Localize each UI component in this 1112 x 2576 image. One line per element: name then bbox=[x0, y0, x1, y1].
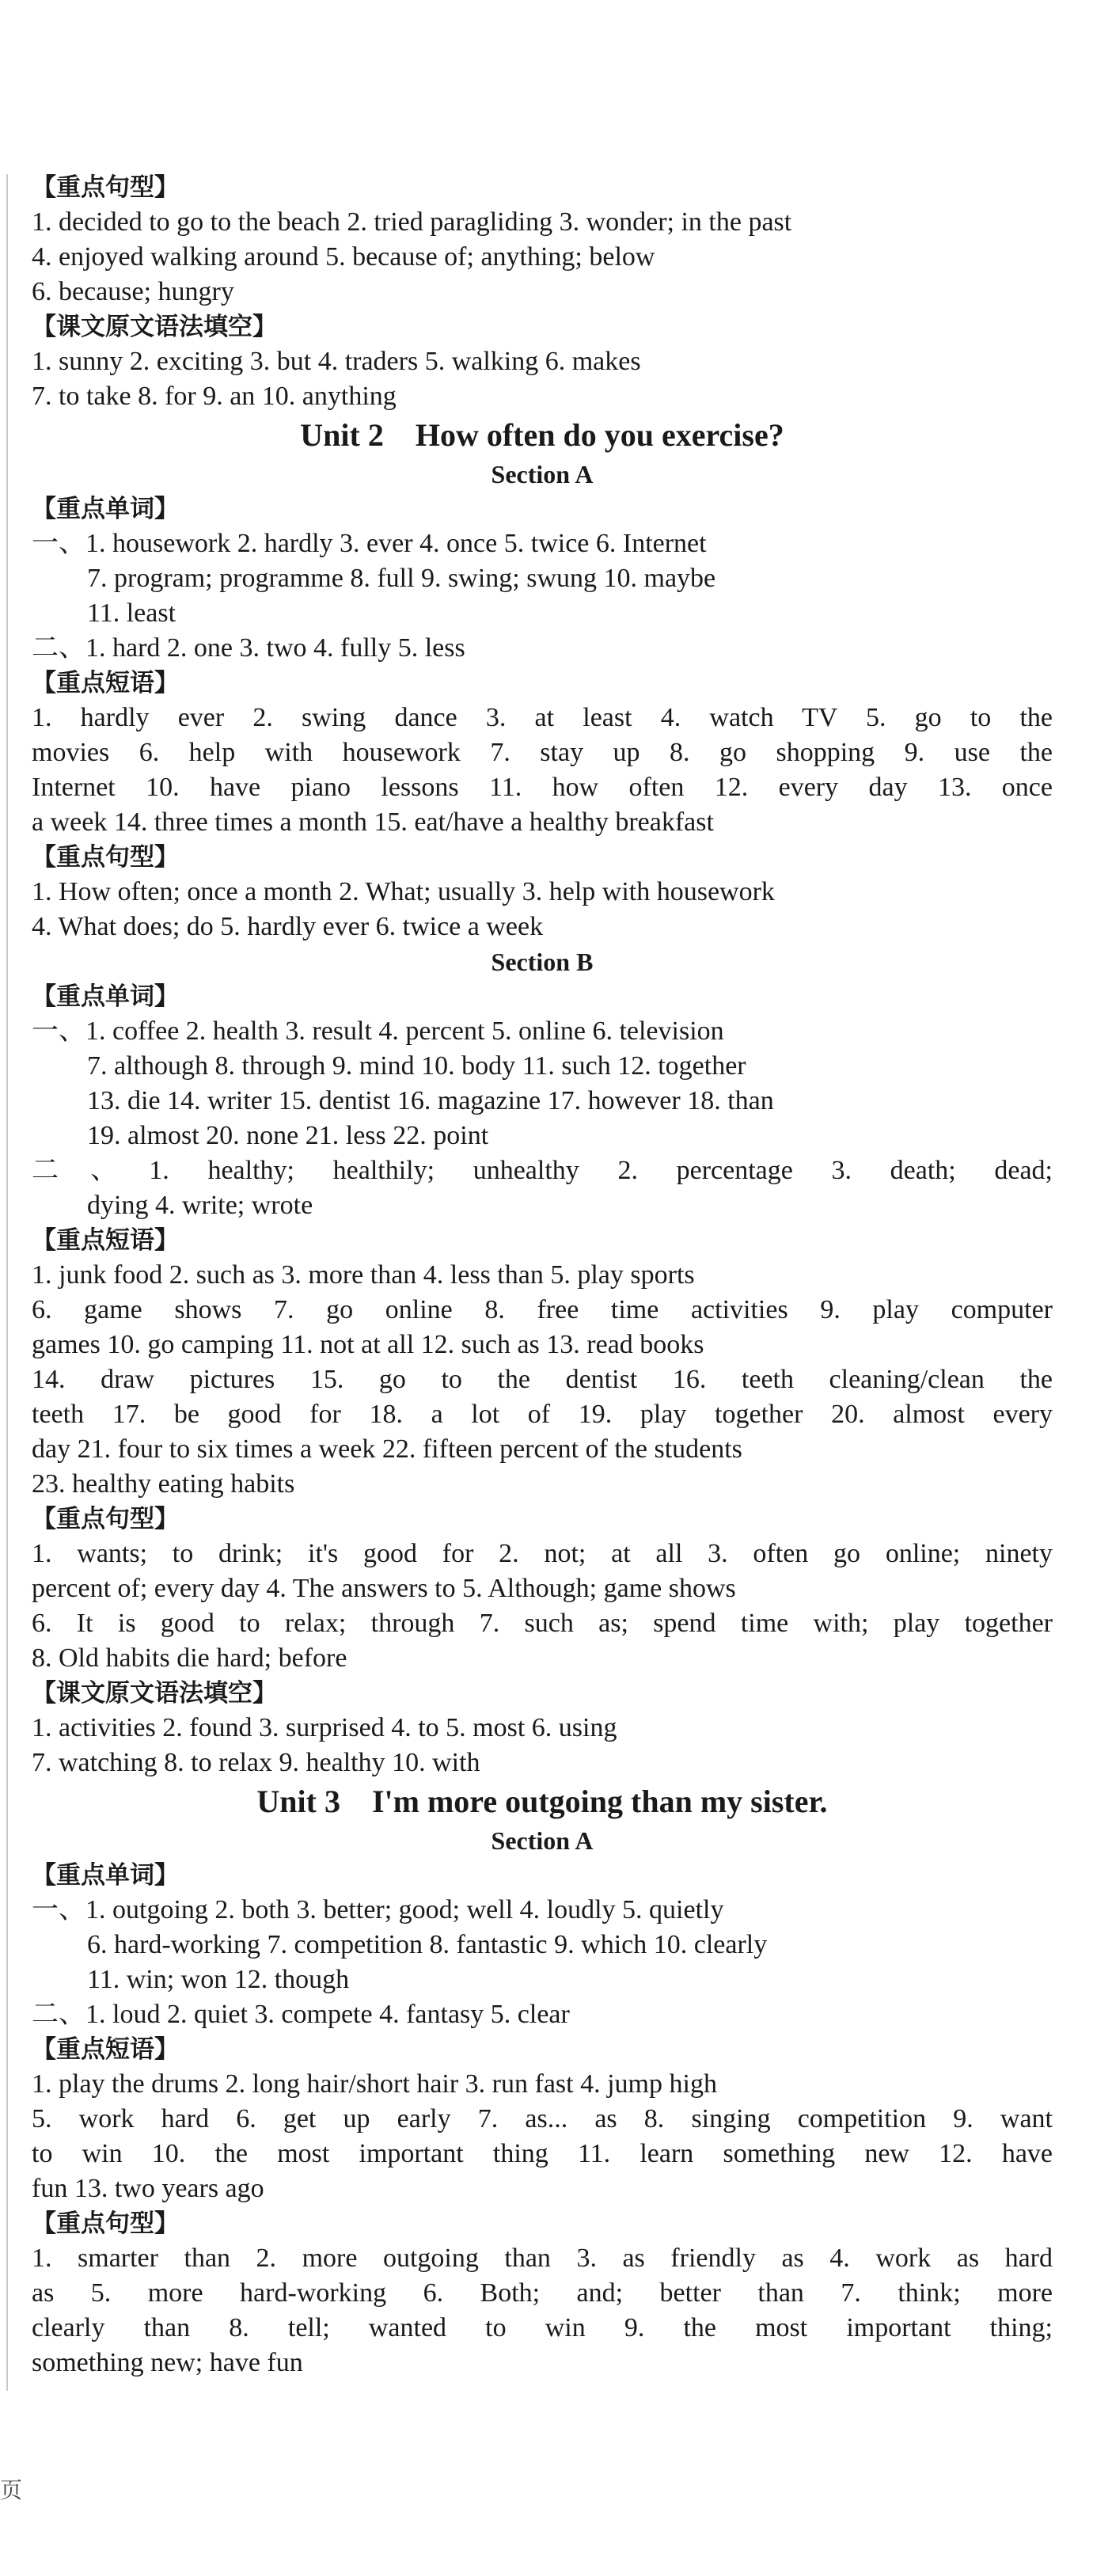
section-heading: 【重点单词】 bbox=[32, 495, 179, 523]
answer-line-indented: 19. almost 20. none 21. less 22. point bbox=[87, 1121, 489, 1150]
answer-line: 1. play the drums 2. long hair/short hair 3. run fast 4. jump high bbox=[32, 2069, 717, 2099]
answer-line: 5. work hard 6. get up early 7. as... as 8. singing competition 9. want bbox=[32, 2104, 1053, 2133]
answer-line: 1. smarter than 2. more outgoing than 3. as friendly as 4. work as hard bbox=[32, 2244, 1053, 2273]
answer-line: something new; have fun bbox=[32, 2348, 303, 2377]
section-heading: 【重点句型】 bbox=[32, 1505, 179, 1533]
answer-line: 4. What does; do 5. hardly ever 6. twice a week bbox=[32, 912, 544, 941]
answer-line: 二、1. healthy; healthily; unhealthy 2. percentage 3. death; dead; bbox=[32, 1156, 1053, 1185]
answer-line: 1. hardly ever 2. swing dance 3. at least 4. watch TV 5. go to the bbox=[32, 703, 1053, 732]
answer-line: percent of; every day 4. The answers to 5. Although; game shows bbox=[32, 1574, 736, 1603]
answer-line: 6. because; hungry bbox=[32, 277, 234, 306]
unit-title: Unit 2 How often do you exercise? bbox=[300, 417, 784, 453]
answer-line: fun 13. two years ago bbox=[32, 2174, 264, 2203]
answer-line: movies 6. help with housework 7. stay up 8. go shopping 9. use the bbox=[32, 738, 1053, 767]
section-heading: 【重点短语】 bbox=[32, 669, 179, 697]
page-footer-mark: 页 bbox=[0, 2477, 23, 2503]
answer-line: 7. watching 8. to relax 9. healthy 10. with bbox=[32, 1748, 480, 1777]
section-heading: 【重点短语】 bbox=[32, 2035, 179, 2064]
answer-line-indented: dying 4. write; wrote bbox=[87, 1191, 313, 1220]
answer-line-indented: 6. hard-working 7. competition 8. fantastic 9. which 10. clearly bbox=[87, 1930, 768, 1959]
answer-line: 二、1. loud 2. quiet 3. compete 4. fantasy 5. clear bbox=[32, 2000, 570, 2029]
answer-line: day 21. four to six times a week 22. fifteen percent of the students bbox=[32, 1434, 742, 1464]
answer-line: 1. wants; to drink; it's good for 2. not; at all 3. often go online; ninety bbox=[32, 1539, 1053, 1568]
answer-line-indented: 7. program; programme 8. full 9. swing; swung 10. maybe bbox=[87, 564, 716, 593]
section-heading: 【课文原文语法填空】 bbox=[32, 313, 277, 341]
section-title: Section B bbox=[491, 948, 594, 976]
answer-line: as 5. more hard-working 6. Both; and; better than 7. think; more bbox=[32, 2278, 1053, 2308]
answer-line: 6. It is good to relax; through 7. such as; spend time with; play together bbox=[32, 1609, 1053, 1638]
section-title: Section A bbox=[491, 1826, 594, 1855]
answer-line: 1. decided to go to the beach 2. tried paragliding 3. wonder; in the past bbox=[32, 207, 792, 237]
answer-key-page bbox=[32, 170, 1053, 2380]
margin-rule bbox=[6, 174, 8, 2391]
answer-line: 1. sunny 2. exciting 3. but 4. traders 5. walking 6. makes bbox=[32, 347, 641, 376]
answer-line: 23. healthy eating habits bbox=[32, 1469, 295, 1499]
answer-line-indented: 13. die 14. writer 15. dentist 16. magazine 17. however 18. than bbox=[87, 1086, 774, 1115]
answer-line: 6. game shows 7. go online 8. free time activities 9. play computer bbox=[32, 1295, 1053, 1324]
section-title: Section A bbox=[491, 460, 594, 488]
answer-line: 7. to take 8. for 9. an 10. anything bbox=[32, 382, 397, 411]
answer-line: teeth 17. be good for 18. a lot of 19. play together 20. almost every bbox=[32, 1400, 1053, 1429]
answer-line: 一、1. outgoing 2. both 3. better; good; well 4. loudly 5. quietly bbox=[32, 1895, 724, 1924]
answer-line: 4. enjoyed walking around 5. because of; anything; below bbox=[32, 242, 655, 272]
answer-line: a week 14. three times a month 15. eat/have a healthy breakfast bbox=[32, 807, 714, 837]
unit-title: Unit 3 I'm more outgoing than my sister. bbox=[256, 1784, 828, 1819]
answer-line: 一、1. housework 2. hardly 3. ever 4. once 5. twice 6. Internet bbox=[32, 529, 707, 558]
answer-line: 一、1. coffee 2. health 3. result 4. percent 5. online 6. television bbox=[32, 1016, 724, 1046]
answer-line: 1. junk food 2. such as 3. more than 4. less than 5. play sports bbox=[32, 1260, 695, 1290]
section-heading: 【重点句型】 bbox=[32, 173, 179, 202]
answer-line-indented: 7. although 8. through 9. mind 10. body 11. such 12. together bbox=[87, 1051, 746, 1081]
answer-line: Internet 10. have piano lessons 11. how often 12. every day 13. once bbox=[32, 773, 1053, 802]
answer-line: clearly than 8. tell; wanted to win 9. the most important thing; bbox=[32, 2313, 1053, 2342]
answer-line: 8. Old habits die hard; before bbox=[32, 1643, 347, 1673]
section-heading: 【重点单词】 bbox=[32, 982, 179, 1011]
section-heading: 【课文原文语法填空】 bbox=[32, 1679, 277, 1708]
section-heading: 【重点句型】 bbox=[32, 2209, 179, 2238]
answer-line: to win 10. the most important thing 11. learn something new 12. have bbox=[32, 2139, 1053, 2168]
answer-line-indented: 11. least bbox=[87, 598, 176, 628]
answer-line: games 10. go camping 11. not at all 12. such as 13. read books bbox=[32, 1330, 704, 1359]
answer-line-indented: 11. win; won 12. though bbox=[87, 1965, 350, 1994]
answer-line: 14. draw pictures 15. go to the dentist 16. teeth cleaning/clean the bbox=[32, 1365, 1053, 1394]
answer-line: 1. activities 2. found 3. surprised 4. to 5. most 6. using bbox=[32, 1713, 617, 1742]
answer-line: 二、1. hard 2. one 3. two 4. fully 5. less bbox=[32, 633, 465, 663]
section-heading: 【重点短语】 bbox=[32, 1226, 179, 1255]
section-heading: 【重点句型】 bbox=[32, 843, 179, 872]
section-heading: 【重点单词】 bbox=[32, 1861, 179, 1890]
answer-line: 1. How often; once a month 2. What; usually 3. help with housework bbox=[32, 877, 775, 906]
